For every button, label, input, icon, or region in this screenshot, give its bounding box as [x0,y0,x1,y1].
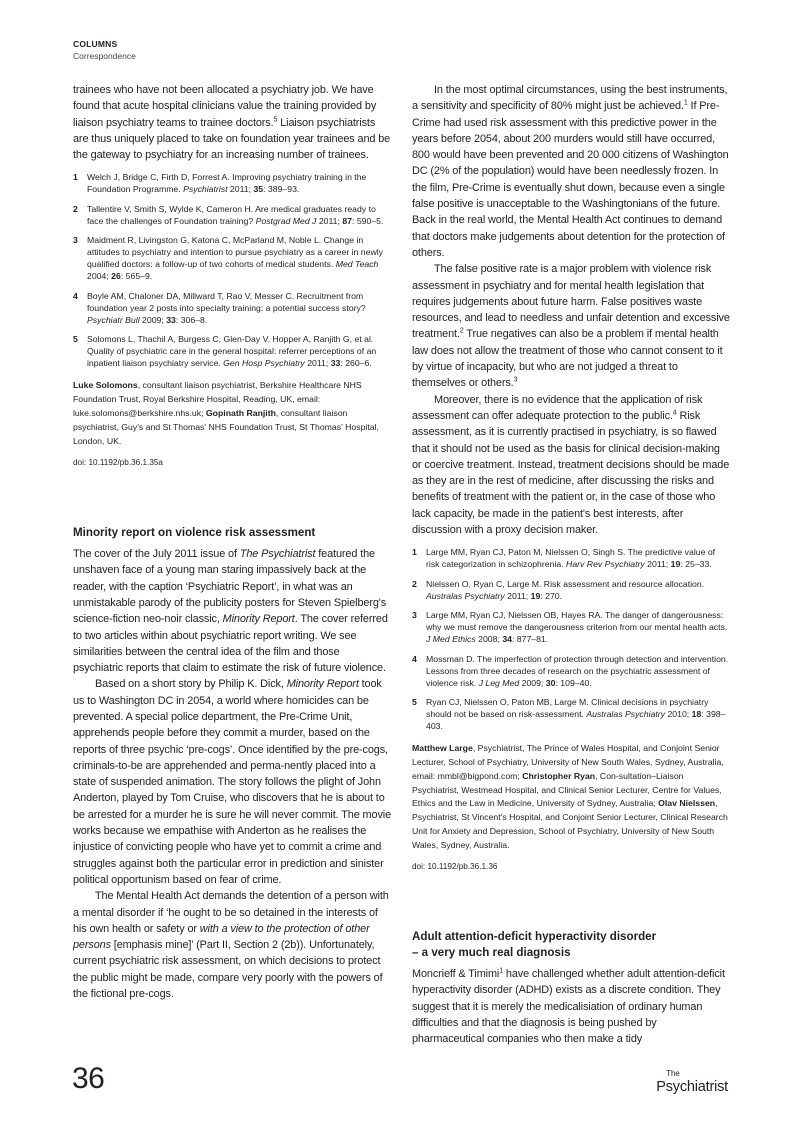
letter2-references [412,546,730,740]
text-run: 30 [545,677,556,688]
text-run: , consultant liaison psychiatrist, Berkshire Healthcare NHS Foundation Trust, Royal Berkshire Hospital, Reading, UK, email: luke.solomons@berkshire.nhs.uk; [73,379,362,418]
reference-text [426,653,730,689]
text-run: Moncrieff & Timimi [412,968,500,981]
text-run: : 109–40. [555,677,592,688]
reference-number: 4 [412,653,417,664]
reference-item [412,578,730,602]
text-run: 2011; [316,215,343,226]
text-run: : 306–8. [175,314,208,325]
reference-item [412,653,730,689]
reference-number: 2 [73,203,78,214]
text-run: Based on a short story by Philip K. Dick, [95,678,287,691]
letter3-title-line1: Adult attention-deficit hyperactivity disorder [412,930,657,944]
reference-text [426,609,730,645]
reference-item [73,333,391,369]
reference-number: 5 [73,334,78,345]
text-run: Psychiatrist [183,184,228,195]
text-run: : 565–9. [120,271,153,282]
citation-marker: 1 [499,967,503,975]
text-run: 35 [253,184,264,195]
text-run: Gen Hosp Psychiatry [223,358,305,369]
text-run: 2009; [139,314,167,325]
text-run: The Psychiatrist [239,548,316,561]
letter2-body-right [412,82,730,538]
paragraph [412,82,730,261]
text-run: The Mental Health Act demands the detention of a person with a mental disorder if ‘he ought to be so detained in the interests of his own health or safety or [73,890,389,935]
text-run: 87 [342,215,352,226]
page-footer [0,1048,800,1136]
paragraph [73,82,391,163]
text-run: featured the unshaven face of a young man staring impassively back at the reader, with the caption ‘Psychiatric Report’, in what was an unmistakable parody of the publicity posters for Steven Spielberg's science-fiction neo-noir classic, [73,548,387,626]
text-run: 33 [330,358,341,369]
left-column [73,82,391,1002]
letter1-doi[interactable]: doi: 10.1192/pb.36.1.35a [73,457,163,467]
paragraph [73,888,391,1002]
letter3-body [412,966,730,1047]
reference-text [87,290,391,326]
section-label: COLUMNS [73,39,118,49]
reference-text [426,696,730,732]
text-run: , consultant liaison psychiatrist, Guy's and St Thomas' NHS Foundation Trust, St Thomas' Hospital, London, UK. [73,407,379,446]
page-number: 36 [72,1061,105,1095]
text-run: : 590–5. [352,215,384,226]
text-run: . The cover referred to two articles within about psychiatric report writing. We see similarities between the central idea of the film and those psychiatric reports that claim to estimate the risk of future violence. [73,613,388,675]
reference-item [412,696,730,732]
text-run: Postgrad Med J [255,215,317,226]
text-run: Minority Report [222,613,295,626]
reference-number: 3 [73,235,78,246]
text-run: Ryan CJ, Nielssen O, Paton MB, Large M. Clinical decisions in psychiatry should not be based on risk-assessment. [426,697,709,720]
text-run: The false positive rate is a major problem with violence risk assessment in psychiatry and for mental health legislation that requires judgements about future harm. False positives waste resources, and lead to needless and unfair detention and excessive treatment. [412,263,730,341]
paragraph [73,546,391,676]
text-run: 18 [691,709,702,720]
citation-marker: 1 [683,99,688,107]
text-run: trainees who have not been allocated a psychiatry job. We have found that acute hospital clinicians value the training provided by liaison psychiatry teams to trainee doctors. [73,84,377,129]
text-run: Solomons L, Thachil A, Burgess C, Glen-Day V, Hopper A, Ranjith G, et al. Quality of psychiatric care in the general hospital: referrer perceptions of an inpatient liaison psychiatry service. [87,334,377,369]
letter2-authors [412,742,730,853]
text-run: Australas Psychiatry [426,590,505,601]
citation-marker: 3 [513,376,518,384]
citation-marker: 5 [273,115,278,123]
letter2-body-left [73,546,391,1002]
subsection-label: Correspondence [73,51,136,61]
citation-marker: 2 [459,327,464,335]
reference-item [412,546,730,570]
letter1-references [73,171,391,377]
paragraph [412,966,730,1047]
text-run: Risk assessment, as it is currently practised in psychiatry, is so flawed that it should not be used as the basis for clinical decision-making or coercive treatment. Instead, treatment decisions should be made as they are in the rest of medicine, after discussing the risks and benefits of treatment with the patient or, in the case of those who lack capacity, be made in the patient's best interests, after discussion with a proxy decision maker. [412,409,730,537]
text-run: : 398–403. [426,709,726,732]
reference-item [73,171,391,195]
text-run: , Psychiatrist, The Prince of Wales Hospital, and Conjoint Senior Lecturer, School of Psychiatry, University of New South Wales, Sydney, Australia, email: mmbl@bigpond.com; [412,742,724,781]
text-run: 2011; [304,358,331,369]
logo-name: Psychiatrist [656,1078,728,1095]
text-run: Nielssen O, Ryan C, Large M. Risk assessment and resource allocation. [426,578,705,589]
text-run: Liaison psychiatrists are thus uniquely placed to take on foundation year trainees and be the gateway to psychiatry for an increasing number of trainees. [73,116,391,162]
citation-marker: 4 [672,409,677,417]
running-header [0,0,800,82]
reference-text [426,578,730,602]
text-run: 33 [166,314,176,325]
paragraph [412,392,730,539]
reference-item [73,234,391,282]
text-run: 2011; [227,184,254,195]
text-run: , Con-sultation–Liaison Psychiatrist, Westmead Hospital, and Clinical Senior Lecturer, Centre for Values, Ethics and the Law in Medicine, University of Sydney, Australia; [412,770,722,809]
text-run: with a view to the protection of other persons [73,922,370,952]
columns [0,82,800,1048]
reference-number: 3 [412,610,417,621]
right-column [412,82,730,1048]
text-run: Large MM, Ryan CJ, Nielssen OB, Hayes RA. The danger of dangerousness: why we must remove the dangerousness criterion from our mental health acts. [426,610,728,633]
text-run: 2009; [519,677,546,688]
text-run: : 25–33. [680,559,712,570]
letter1-authors [73,379,391,449]
text-run: Gopinath Ranjith [205,407,276,418]
text-run: Boyle AM, Chaloner DA, Millward T, Rao V, Messer C. Recruitment from foundation year 2 posts into specialty training: a potential success story? [87,290,366,313]
text-run: J Med Ethics [426,634,476,645]
journal-logo [656,1070,728,1096]
paragraph [73,676,391,888]
reference-number: 1 [412,547,417,558]
reference-text [87,333,391,369]
paragraph [412,261,730,391]
text-run: Maidment R, Livingston G, Katona C, McParland M, Noble L. Change in attitudes to psychiatry and intention to pursue psychiatry as a career in newly qualified doctors: a follow-up of two cohorts of medical students. [87,235,384,270]
text-run: : 260–6. [340,358,372,369]
text-run: Matthew Large [412,742,473,753]
text-run: 2004; [87,271,112,282]
text-run: Christopher Ryan [522,770,596,781]
text-run: If Pre-Crime had used risk assessment with this predictive power in the years before 2054, about 200 murders would still have occurred, 800 would have been prevented and 20 000 citizens of Washington DC (2% of the population) would have been needlessly frozen. In the film, Pre-Crime is eventually shut down, because even a single false positive is unacceptable to the Washingtonians of the future. Back in the real world, the Mental Health Act continues to demand that doctors make judgements about detention for the protection of others. [412,100,729,259]
text-run: took us to Washington DC in 2054, a world where homicides can be prevented. A special police department, the Pre-Crime Unit, apprehends people before they commit a murder, based on the reports of three psychic ‘pre-cogs’. Once identified by the pre-cogs, criminals-to-be are apprehended and perma-nently placed into a state of suspended animation. The story follows the plight of John Anderton, played by Tom Cruise, who discovers that he is about to be arrested for a murder he is sure he will never commit. The movie works because we empathise with Anderton as he realises the injustice of convicting people who have yet to commit a crime and struggles against both the particular error in prediction and sinister political opportunism based on fear of crime. [73,678,392,886]
text-run: 26 [111,271,121,282]
reference-number: 4 [73,290,78,301]
text-run: 2010; [665,709,692,720]
reference-number: 2 [412,578,417,589]
reference-text [426,546,730,570]
letter3-title [412,929,730,960]
text-run: 2008; [475,634,503,645]
text-run: In the most optimal circumstances, using the best instruments, a sensitivity and specificity of 80% might just be achieved. [412,84,728,113]
reference-text [87,203,391,227]
text-run: 19 [530,590,541,601]
text-run: The cover of the July 2011 issue of [73,548,240,561]
text-run: : 877–81. [511,634,549,645]
text-run: 34 [502,634,512,645]
text-run: Med Teach [335,259,379,270]
text-run: , Psychiatrist, St Vincent's Hospital, and Conjoint Senior Lecturer, Clinical Research Unit for Anxiety and Depression, School of Psychiatry, University of New South Wales, Sydney, Australia. [412,798,728,851]
letter2-title-block [73,525,391,541]
text-run: Australas Psychiatry [586,709,666,720]
text-run: 19 [670,559,681,570]
text-run: [emphasis mine]’ (Part II, Section 2 (2b)). Unfortunately, current psychiatric risk assessment, on which decisions to protect the public might be made, compare very poorly with the powers of the fictional pre-cogs. [73,939,383,1001]
text-run: True negatives can also be a problem if mental health law does not allow the treatment of those who cannot consent to it by virtue of incapacity, but who are not judged a threat to themselves or others. [412,328,723,390]
text-run: Large MM, Ryan CJ, Paton M, Nielssen O, Singh S. The predictive value of risk categorization in schizophrenia. [426,547,716,570]
reference-text [87,234,391,282]
text-run: Olav Nielssen [658,798,716,809]
letter2-doi[interactable]: doi: 10.1192/pb.36.1.36 [412,862,498,872]
letter1-body [73,82,391,163]
reference-item [412,609,730,645]
text-run: Minority Report [286,678,359,691]
text-run: : 389–93. [263,184,300,195]
reference-item [73,290,391,326]
text-run: Luke Solomons [73,379,138,390]
logo-the: The [666,1068,680,1078]
reference-number: 5 [412,697,417,708]
text-run: J Leg Med [478,677,520,688]
text-run: 2011; [504,590,531,601]
reference-number: 1 [73,172,78,183]
text-run: Welch J, Bridge C, Firth D, Forrest A. Improving psychiatry training in the Foundation Programme. [87,172,367,195]
reference-text [87,171,391,195]
text-run: 2011; [644,559,671,570]
text-run: Mossman D. The imperfection of protection through detection and intervention. Lessons from three decades of research on the psychiatric assessment of violence risk. [426,653,729,688]
text-run: : 270. [540,590,563,601]
text-run: Moreover, there is no evidence that the application of risk assessment can offer adequate protection to the public. [412,393,703,422]
text-run: Psychiatr Bull [87,314,140,325]
letter3-title-line2: – a very much real diagnosis [412,945,571,959]
letter2-title: Minority report on violence risk assessment [73,525,316,539]
text-run: have challenged whether adult attention-deficit hyperactivity disorder (ADHD) exists as a discrete condition. They suggest that it is merely the medicalisiation of ordinary human difficulties and that the diagnosis is being pushed by pharmaceutical companies who then make a tidy [412,968,725,1046]
reference-item [73,203,391,227]
text-run: Tallentire V, Smith S, Wylde K, Cameron H. Are medical graduates ready to face the challenges of Foundation training? [87,203,376,226]
text-run: Harv Rev Psychiatry [566,559,645,570]
